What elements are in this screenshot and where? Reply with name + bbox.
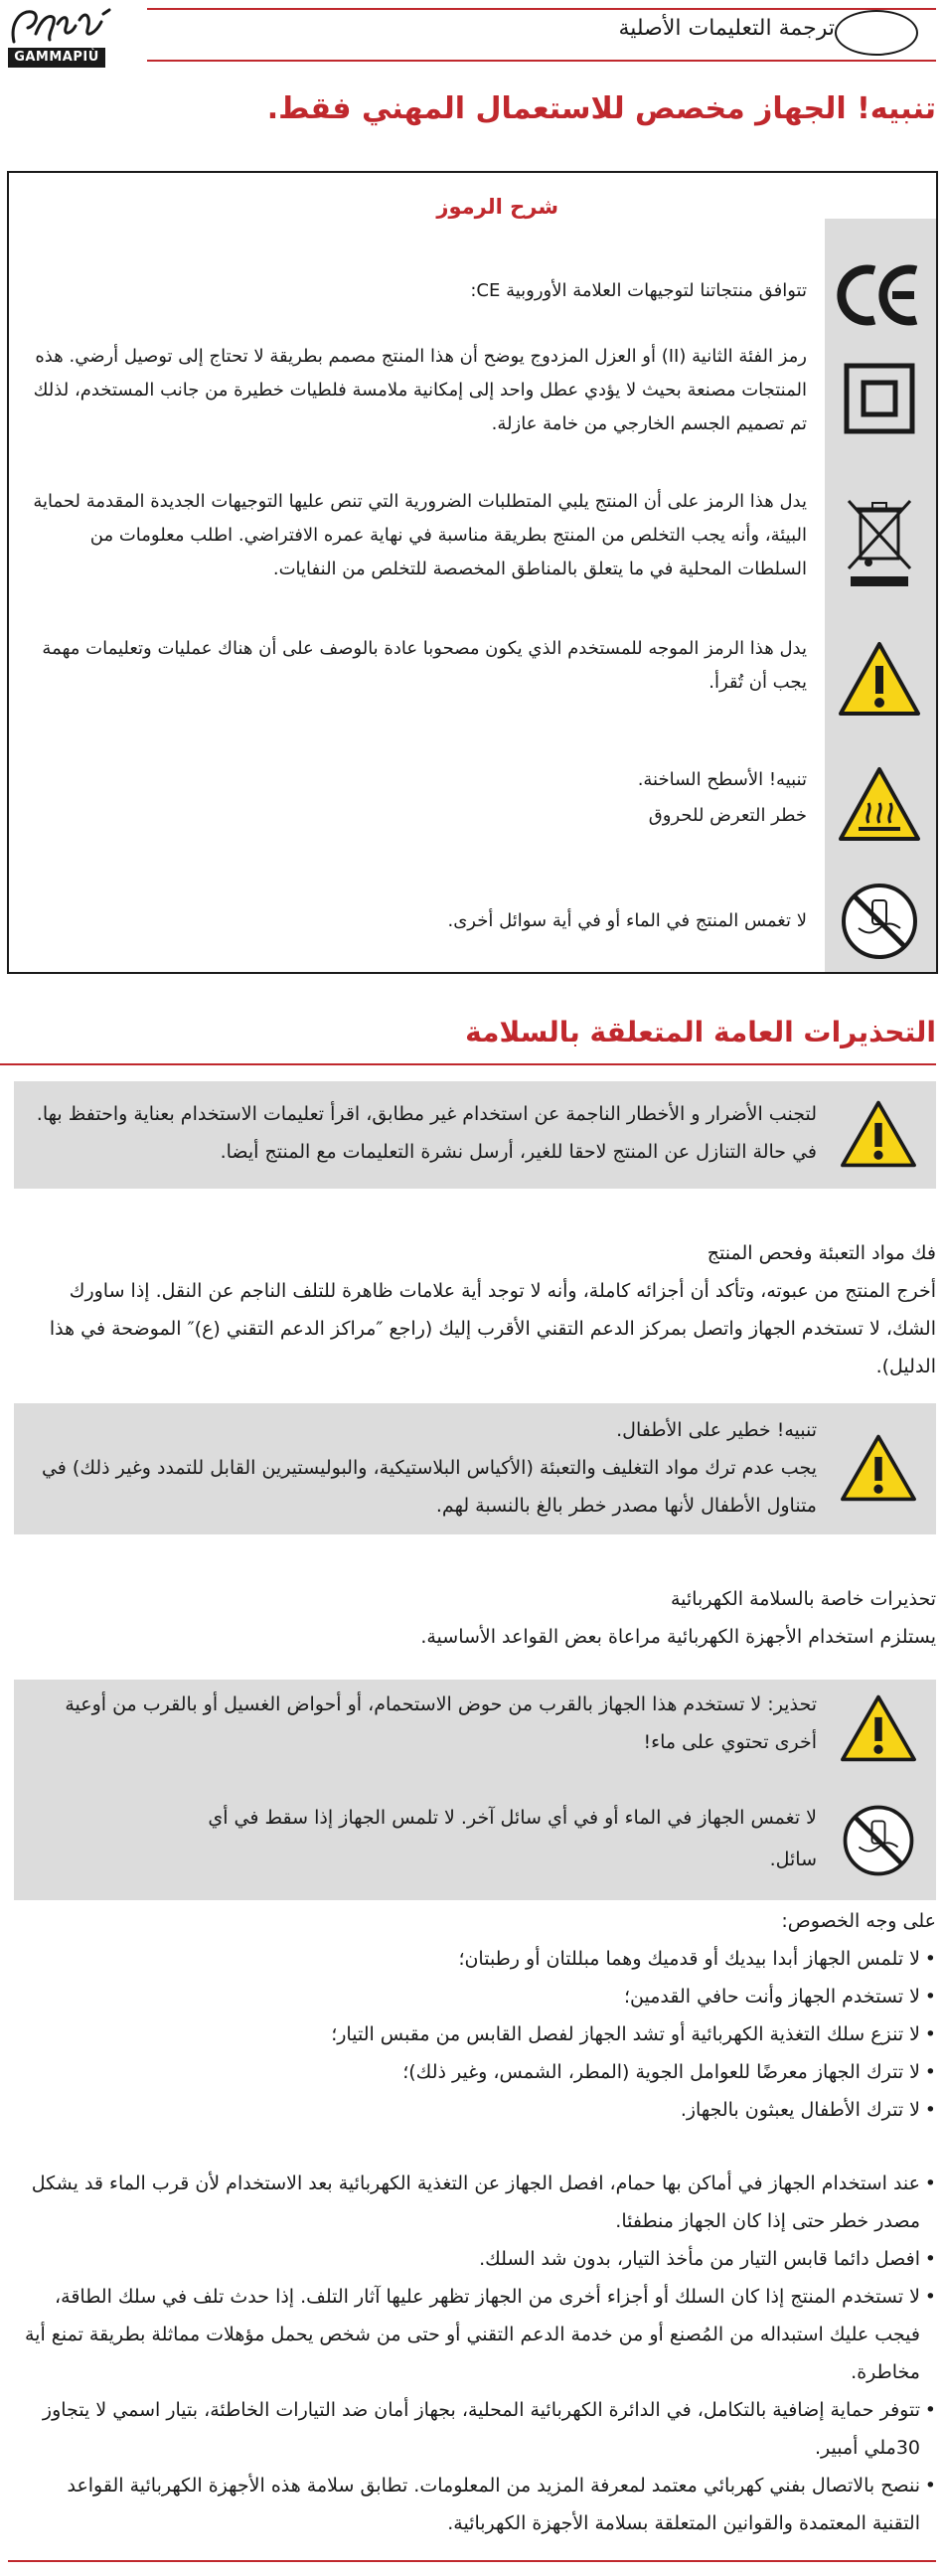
logo-script-mark [6, 4, 115, 54]
intro-warning-text: لتجنب الأضرار و الأخطار الناجمة عن استخدام غير مطابق، اقرأ تعليمات الاستخدام بعناية واحتفظ بها. في حالة التنازل عن المنتج لاحقا للغير، أرسل نشرة التعليمات مع المنتج أيضا. [36, 1103, 817, 1163]
footer-rule [8, 2560, 936, 2562]
particular-title: على وجه الخصوص: [781, 1910, 936, 1932]
list-item: • لا تنزع سلك التغذية الكهربائية أو تشد الجهاز لفصل القابس من مقبس التيار؛ [14, 2015, 936, 2053]
ce-mark-icon [837, 252, 922, 338]
list-item: • ننصح بالاتصال بفني كهربائي معتمد لمعرفة المزيد من المعلومات. تطابق سلامة هذه الأجهزة الكهربائية القواعد التقنية المعتمدة والقوانين المتعلقة بسلامة الأجهزة الكهربائية. [14, 2467, 936, 2542]
symbol-text-ce: تتوافق منتجاتنا لتوجيهات العلامة الأوروبية CE: [470, 280, 807, 301]
safety-section-title: التحذيرات العامة المتعلقة بالسلامة [465, 1016, 936, 1048]
header-oval [835, 10, 918, 56]
warning-triangle-icon [837, 636, 922, 722]
do-not-immerse-icon [837, 879, 922, 964]
symbols-heading: شرح الرموز [436, 195, 558, 219]
symbol-text-hot-surface-1: تنبيه! الأسطح الساخنة. [637, 769, 807, 790]
list-item: • لا تستخدم الجهاز وأنت حافي القدمين؛ [14, 1978, 936, 2015]
list-item: • تتوفر حماية إضافية بالتكامل، في الدائرة الكهربائية المحلية، بجهاز أمان ضد التيارات الخاطئة، بتيار اسمي لا يتجاوز 30ملي أمبير. [14, 2391, 936, 2467]
symbol-text-class-ii: رمز الفئة الثانية (II) أو العزل المزدوج يوضح أن هذا المنتج مصمم بطريقة لا تحتاج إلى توصيل أرضي. هذه المنتجات مصنعة بحيث لا يؤدي عطل واحد إلى إمكانية ملامسة فلطيات خطيرة من جانب المستخدم، لذلك تم تصميم الجسم الخارجي من خامة عازلة. [33, 346, 807, 434]
crossed-out-bin-icon [837, 493, 922, 592]
symbol-text-hot-surface-2: خطر التعرض للحروق [648, 805, 807, 826]
header-top-rule [147, 8, 936, 10]
symbol-row-hot-surface [9, 743, 936, 863]
particular-list [14, 1940, 936, 2129]
water-warning-panel [14, 1680, 936, 1900]
doc-title: ترجمة التعليمات الأصلية [618, 16, 835, 41]
electric-safety-title: تحذيرات خاصة بالسلامة الكهربائية [670, 1588, 936, 1610]
unpack-title: فك مواد التعبئة وفحص المنتج [707, 1242, 936, 1264]
safety-section-rule [0, 1063, 936, 1065]
list-item: • عند استخدام الجهاز في أماكن بها حمام، افصل الجهاز عن التغذية الكهربائية بعد الاستخدام لأن قرب الماء قد يشكل مصدر خطر حتى إذا كان الجهاز منطفئا. [14, 2165, 936, 2240]
list-item: • افصل دائما قابس التيار من مأخذ التيار، بدون شد السلك. [14, 2240, 936, 2278]
symbol-row-warning [9, 620, 936, 739]
symbol-text-warning: يدل هذا الرمز الموجه للمستخدم الذي يكون مصحوبا عادة بالوصف على أن هناك عمليات وتعليمات مهمة يجب أن تُقرأ. [42, 638, 807, 693]
professional-use-warning: تنبيه! الجهاز مخصص للاستعمال المهني فقط. [266, 91, 936, 126]
list-item: • لا تستخدم المنتج إذا كان السلك أو أجزاء أخرى من الجهاز تظهر عليها آثار التلف. إذا حدث تلف في سلك الطاقة، فيجب عليك استبداله من المُصنع أو من خدمة الدعم التقني أو حتى من شخص يحمل مؤهلات مماثلة بطريقة تمنع أية مخاطرة. [14, 2278, 936, 2391]
bath-warning-text: تحذير: لا تستخدم هذا الجهاز بالقرب من حوض الاستحمام، أو أحواض الغسيل أو بالقرب من أوعية أخرى تحتوي على ماء! [65, 1693, 817, 1753]
header-bottom-rule [147, 60, 936, 62]
class-ii-double-insulation-icon [837, 356, 922, 441]
immerse-warning-text: لا تغمس الجهاز في الماء أو في أي سائل آخر. لا تلمس الجهاز إذا سقط في أي سائل. [208, 1807, 817, 1870]
symbol-row-weee [9, 479, 936, 618]
symbol-text-do-not-immerse: لا تغمس المنتج في الماء أو في أية سوائل أخرى. [447, 910, 807, 931]
final-safety-list [14, 2165, 936, 2542]
do-not-immerse-icon [839, 1801, 918, 1880]
logo-wordmark: GAMMAPIÙ [8, 48, 105, 68]
unpack-text: أخرج المنتج من عبوته، وتأكد أن أجزائه كاملة، وأنه لا توجد أية علامات ظاهرة للتلف الناجم عن النقل. إذا ساورك الشك، لا تستخدم الجهاز واتصل بمركز الدعم التقني الأقرب إليك (راجع ″مراكز الدعم التقني (ع)″ الموضحة في هذا الدليل). [49, 1280, 936, 1377]
symbol-row-class-ii [9, 332, 936, 471]
warning-triangle-icon [839, 1431, 918, 1505]
children-warning-title: تنبيه! خطير على الأطفال. [616, 1419, 817, 1441]
list-item: • لا تلمس الجهاز أبدا بيديك أو قدميك وهما مبللتان أو رطبتان؛ [14, 1940, 936, 1978]
children-warning-text: يجب عدم ترك مواد التغليف والتعبئة (الأكياس البلاستيكية، والبوليستيرين القابل للتمدد وغير ذلك) في متناول الأطفال لأنها مصدر خطر بالغ بالنسبة لهم. [41, 1457, 817, 1517]
gammapiu-logo [6, 4, 115, 78]
warning-triangle-icon [839, 1691, 918, 1765]
list-item: • لا تترك الأطفال يعبثون بالجهاز. [14, 2091, 936, 2129]
intro-warning-panel [14, 1081, 936, 1189]
symbol-text-weee: يدل هذا الرمز على أن المنتج يلبي المتطلبات الضرورية التي تنص عليها التوجيهات الجديدة المقدمة لحماية البيئة، وأنه يجب التخلص من المنتج بطريقة مناسبة في نهاية عمره الافتراضي. اطلب معلومات من السلطات المحلية في ما يتعلق بالمناطق المخصصة للتخلص من النفايات. [33, 491, 807, 579]
children-warning-panel [14, 1403, 936, 1534]
warning-triangle-icon [839, 1097, 918, 1171]
list-item: • لا تترك الجهاز معرضًا للعوامل الجوية (المطر، الشمس، وغير ذلك)؛ [14, 2053, 936, 2091]
hot-surface-icon [837, 761, 922, 847]
symbols-legend-box [7, 171, 938, 974]
symbol-row-do-not-immerse [9, 865, 936, 974]
electric-safety-text: يستلزم استخدام الأجهزة الكهربائية مراعاة بعض القواعد الأساسية. [420, 1626, 936, 1648]
